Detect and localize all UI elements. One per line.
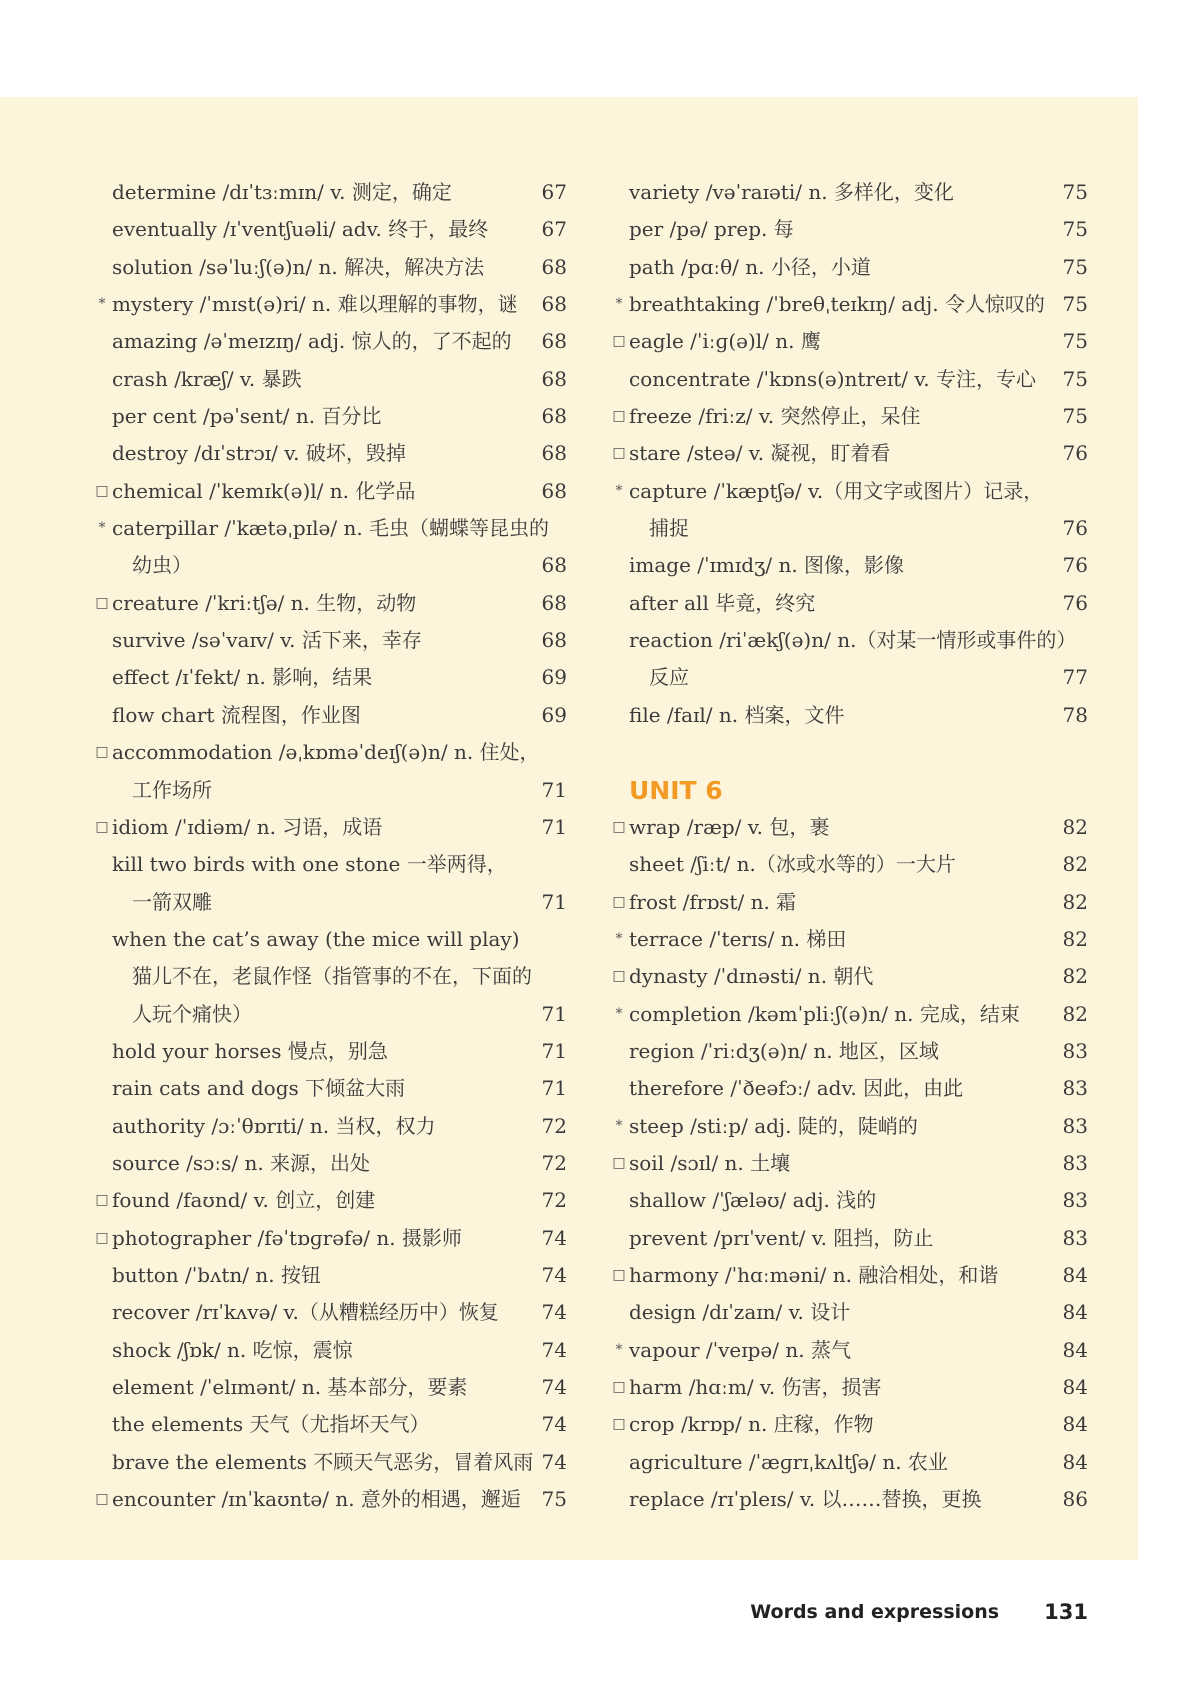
entry-page-number: 68	[541, 590, 567, 615]
glossary-entry	[95, 585, 567, 622]
entry-page-number: 82	[1062, 852, 1088, 877]
entry-page-number: 68	[541, 329, 567, 354]
entry-page-number: 68	[541, 366, 567, 391]
asterisk-marker-icon: *	[615, 930, 623, 947]
entry-text: breathtaking /ˈbreθˌteɪkɪŋ/ adj. 令人惊叹的	[629, 292, 1045, 317]
asterisk-marker-icon: *	[615, 296, 623, 313]
square-marker-icon: □	[612, 333, 626, 350]
entry-text: rain cats and dogs 下倾盆大雨	[112, 1076, 406, 1101]
entry-page-number: 68	[541, 254, 567, 279]
entry-page-number: 72	[541, 1150, 567, 1175]
entry-text: per cent /pəˈsent/ n. 百分比	[112, 404, 382, 429]
glossary-entry	[98, 510, 567, 547]
entry-page-number: 75	[541, 1487, 567, 1512]
entry-text: per /pə/ prep. 每	[629, 217, 794, 242]
glossary-entry	[612, 884, 1088, 921]
glossary-entry-continuation	[112, 772, 567, 809]
glossary-entry	[612, 1145, 1088, 1182]
entry-text: source /sɔːs/ n. 来源，出处	[112, 1150, 371, 1175]
glossary-entry	[629, 585, 1088, 622]
entry-text: brave the elements 不顾天气恶劣，冒着风雨	[112, 1449, 534, 1474]
asterisk-marker-icon: *	[98, 520, 106, 537]
entry-text: element /ˈelɪmənt/ n. 基本部分，要素	[112, 1375, 468, 1399]
glossary-entry	[629, 174, 1088, 211]
entry-text: after all 毕竟，终究	[629, 590, 816, 615]
entry-text: 猫儿不在，老鼠作怪（指管事的不在，下面的	[132, 964, 532, 989]
glossary-entry	[629, 249, 1088, 286]
entry-text: 捕捉	[649, 516, 689, 541]
square-marker-icon: □	[95, 594, 109, 611]
asterisk-marker-icon: *	[615, 1341, 623, 1358]
glossary-entry	[612, 809, 1088, 846]
glossary-entry	[615, 1332, 1088, 1369]
square-marker-icon: □	[95, 744, 109, 761]
entry-page-number: 84	[1062, 1300, 1088, 1325]
glossary-entry	[112, 174, 567, 211]
glossary-entry	[629, 1182, 1088, 1219]
square-marker-icon: □	[95, 482, 109, 499]
entry-page-number: 69	[541, 702, 567, 727]
entry-page-number: 69	[541, 665, 567, 690]
entry-text: path /pɑːθ/ n. 小径，小道	[629, 254, 871, 279]
entry-text: found /faʊnd/ v. 创立，创建	[112, 1188, 376, 1213]
square-marker-icon: □	[612, 1266, 626, 1283]
entry-text: 一箭双雕	[132, 889, 212, 914]
glossary-entry	[615, 1108, 1088, 1145]
entry-page-number: 68	[541, 441, 567, 466]
glossary-entry	[629, 361, 1088, 398]
entry-page-number: 71	[541, 1038, 567, 1063]
entry-text: mystery /ˈmɪst(ə)ri/ n. 难以理解的事物，谜	[112, 292, 518, 317]
entry-text: eagle /ˈiːɡ(ə)l/ n. 鹰	[629, 329, 821, 354]
square-marker-icon: □	[95, 1491, 109, 1508]
glossary-entry	[612, 1369, 1088, 1406]
entry-page-number: 76	[1062, 553, 1088, 578]
square-marker-icon: □	[95, 818, 109, 835]
entry-text: survive /səˈvaɪv/ v. 活下来，幸存	[112, 628, 422, 653]
glossary-entry-continuation	[112, 884, 567, 921]
entry-text: reaction /riˈækʃ(ə)n/ n.（对某一情形或事件的）	[629, 628, 1077, 653]
entry-text: completion /kəmˈpliːʃ(ə)n/ n. 完成，结束	[629, 1001, 1020, 1026]
glossary-entry	[629, 622, 1088, 659]
entry-page-number: 78	[1062, 702, 1088, 727]
glossary-entry	[112, 1406, 567, 1443]
entry-page-number: 71	[541, 814, 567, 839]
entry-page-number: 74	[541, 1262, 567, 1287]
glossary-entry	[95, 1220, 567, 1257]
entry-page-number: 82	[1062, 1001, 1088, 1026]
entry-text: region /ˈriːdʒ(ə)n/ n. 地区，区域	[629, 1038, 939, 1063]
asterisk-marker-icon: *	[615, 1005, 623, 1022]
entry-text: therefore /ˈðeəfɔː/ adv. 因此，由此	[629, 1076, 964, 1101]
glossary-entry	[612, 958, 1088, 995]
entry-text: file /faɪl/ n. 档案，文件	[629, 702, 845, 727]
glossary-entry	[612, 398, 1088, 435]
entry-text: hold your horses 慢点，别急	[112, 1038, 388, 1063]
glossary-entry	[112, 1294, 567, 1331]
glossary-entry	[112, 435, 567, 472]
glossary-entry	[112, 659, 567, 696]
entry-text: crash /kræʃ/ v. 暴跌	[112, 366, 302, 391]
spacer-row	[629, 734, 1088, 771]
entry-page-number: 84	[1062, 1412, 1088, 1437]
glossary-entry	[95, 473, 567, 510]
glossary-entry-continuation	[629, 510, 1088, 547]
asterisk-marker-icon: *	[615, 482, 623, 499]
entry-text: authority /ɔːˈθɒrɪti/ n. 当权，权力	[112, 1113, 436, 1138]
entry-text: harm /hɑːm/ v. 伤害，损害	[629, 1375, 882, 1399]
entry-text: 人玩个痛快）	[132, 1001, 252, 1026]
entry-page-number: 82	[1062, 964, 1088, 989]
entry-text: 反应	[649, 665, 689, 690]
entry-text: image /ˈɪmɪdʒ/ n. 图像，影像	[629, 553, 905, 578]
square-marker-icon: □	[612, 818, 626, 835]
entry-page-number: 83	[1062, 1150, 1088, 1175]
glossary-entry	[615, 286, 1088, 323]
entry-text: crop /krɒp/ n. 庄稼，作物	[629, 1412, 874, 1437]
entry-page-number: 83	[1062, 1038, 1088, 1063]
entry-text: variety /vəˈraɪəti/ n. 多样化，变化	[629, 180, 954, 204]
glossary-entry	[112, 1257, 567, 1294]
glossary-entry	[629, 1481, 1088, 1518]
entry-page-number: 82	[1062, 889, 1088, 914]
glossary-entry	[112, 697, 567, 734]
glossary-entry	[112, 211, 567, 248]
square-marker-icon: □	[612, 968, 626, 985]
entry-text: destroy /dɪˈstrɔɪ/ v. 破坏，毁掉	[112, 441, 406, 466]
entry-text: shock /ʃɒk/ n. 吃惊，震惊	[112, 1337, 353, 1362]
entry-text: kill two birds with one stone 一举两得，	[112, 852, 507, 877]
entry-page-number: 72	[541, 1188, 567, 1213]
glossary-entry	[629, 1220, 1088, 1257]
glossary-entry	[112, 1070, 567, 1107]
entry-page-number: 75	[1062, 254, 1088, 279]
square-marker-icon: □	[612, 1154, 626, 1171]
entry-page-number: 68	[541, 292, 567, 317]
glossary-entry	[112, 398, 567, 435]
entry-page-number: 67	[541, 217, 567, 242]
glossary-entry-continuation	[112, 958, 567, 995]
entry-page-number: 76	[1062, 441, 1088, 466]
entry-text: sheet /ʃiːt/ n.（冰或水等的）一大片	[629, 852, 956, 877]
glossary-entry	[95, 1182, 567, 1219]
entry-page-number: 84	[1062, 1337, 1088, 1362]
glossary-entry	[629, 846, 1088, 883]
glossary-entry	[98, 286, 567, 323]
entry-page-number: 83	[1062, 1225, 1088, 1250]
glossary-entry	[112, 921, 567, 958]
entry-text: steep /stiːp/ adj. 陡的，陡峭的	[629, 1113, 918, 1138]
entry-page-number: 68	[541, 628, 567, 653]
square-marker-icon: □	[612, 1416, 626, 1433]
entry-text: amazing /əˈmeɪzɪŋ/ adj. 惊人的，了不起的	[112, 329, 512, 354]
entry-page-number: 84	[1062, 1262, 1088, 1287]
glossary-entry	[112, 1033, 567, 1070]
entry-page-number: 71	[541, 889, 567, 914]
glossary-entry	[112, 323, 567, 360]
glossary-entry	[629, 547, 1088, 584]
entry-text: harmony /ˈhɑːməni/ n. 融洽相处，和谐	[629, 1262, 999, 1287]
glossary-entry	[629, 211, 1088, 248]
entry-text: solution /səˈluːʃ(ə)n/ n. 解决，解决方法	[112, 254, 485, 279]
entry-text: shallow /ˈʃæləʊ/ adj. 浅的	[629, 1188, 877, 1213]
glossary-left-column	[95, 174, 567, 1518]
square-marker-icon: □	[612, 408, 626, 425]
glossary-entry	[612, 323, 1088, 360]
entry-text: idiom /ˈɪdiəm/ n. 习语，成语	[112, 814, 383, 839]
glossary-entry	[112, 1369, 567, 1406]
entry-page-number: 82	[1062, 814, 1088, 839]
glossary-entry	[95, 809, 567, 846]
glossary-entry	[95, 734, 567, 771]
entry-text: accommodation /əˌkɒməˈdeɪʃ(ə)n/ n. 住处，	[112, 740, 540, 765]
glossary-entry	[112, 846, 567, 883]
square-marker-icon: □	[95, 1192, 109, 1209]
entry-text: 工作场所	[132, 777, 212, 802]
entry-page-number: 68	[541, 404, 567, 429]
entry-page-number: 75	[1062, 404, 1088, 429]
entry-text: 幼虫）	[132, 553, 192, 578]
entry-text: terrace /ˈterɪs/ n. 梯田	[629, 926, 847, 951]
glossary-entry	[612, 1406, 1088, 1443]
entry-text: frost /frɒst/ n. 霜	[629, 889, 797, 914]
entry-page-number: 86	[1062, 1487, 1088, 1512]
glossary-entry	[629, 1444, 1088, 1481]
entry-text: wrap /ræp/ v. 包，裹	[629, 814, 830, 839]
glossary-entry	[629, 697, 1088, 734]
glossary-entry	[615, 473, 1088, 510]
entry-page-number: 77	[1062, 665, 1088, 690]
entry-page-number: 71	[541, 1001, 567, 1026]
entry-text: freeze /friːz/ v. 突然停止，呆住	[629, 404, 921, 429]
entry-page-number: 74	[541, 1300, 567, 1325]
entry-page-number: 74	[541, 1412, 567, 1437]
entry-page-number: 83	[1062, 1188, 1088, 1213]
glossary-right-column	[612, 174, 1088, 1518]
entry-text: caterpillar /ˈkætəˌpɪlə/ n. 毛虫（蝴蝶等昆虫的	[112, 516, 550, 541]
entry-page-number: 72	[541, 1113, 567, 1138]
entry-page-number: 67	[541, 180, 567, 204]
entry-page-number: 75	[1062, 292, 1088, 317]
asterisk-marker-icon: *	[98, 296, 106, 313]
footer-section-title: Words and expressions	[750, 1601, 1000, 1623]
asterisk-marker-icon: *	[615, 1117, 623, 1134]
glossary-entry	[112, 1108, 567, 1145]
entry-page-number: 74	[541, 1375, 567, 1399]
entry-page-number: 75	[1062, 366, 1088, 391]
entry-text: determine /dɪˈtɜːmɪn/ v. 测定，确定	[112, 180, 452, 204]
glossary-entry	[112, 249, 567, 286]
glossary-entry	[112, 1332, 567, 1369]
entry-text: the elements 天气（尤指坏天气）	[112, 1412, 430, 1437]
entry-text: prevent /prɪˈvent/ v. 阻挡，防止	[629, 1225, 934, 1250]
glossary-entry-continuation	[112, 547, 567, 584]
entry-text: design /dɪˈzaɪn/ v. 设计	[629, 1300, 851, 1325]
glossary-entry	[629, 1294, 1088, 1331]
entry-text: concentrate /ˈkɒns(ə)ntreɪt/ v. 专注，专心	[629, 366, 1037, 391]
glossary-entry-continuation	[629, 659, 1088, 696]
entry-text: replace /rɪˈpleɪs/ v. 以……替换，更换	[629, 1487, 982, 1512]
glossary-entry	[95, 1481, 567, 1518]
glossary-entry	[112, 622, 567, 659]
entry-text: dynasty /ˈdɪnəsti/ n. 朝代	[629, 964, 874, 989]
glossary-entry	[615, 921, 1088, 958]
entry-page-number: 74	[541, 1225, 567, 1250]
glossary-entry	[629, 1033, 1088, 1070]
glossary-entry	[629, 1070, 1088, 1107]
entry-page-number: 71	[541, 777, 567, 802]
entry-text: stare /steə/ v. 凝视，盯着看	[629, 441, 891, 466]
entry-page-number: 74	[541, 1449, 567, 1474]
entry-text: agriculture /ˈæɡrɪˌkʌltʃə/ n. 农业	[629, 1449, 948, 1474]
entry-text: when the cat’s away (the mice will play)	[112, 926, 520, 951]
glossary-entry	[612, 435, 1088, 472]
entry-page-number: 83	[1062, 1076, 1088, 1101]
entry-page-number: 84	[1062, 1449, 1088, 1474]
square-marker-icon: □	[612, 445, 626, 462]
glossary-entry	[112, 361, 567, 398]
entry-text: chemical /ˈkemɪk(ə)l/ n. 化学品	[112, 478, 416, 503]
page-footer	[0, 1600, 1088, 1624]
entry-page-number: 82	[1062, 926, 1088, 951]
entry-text: creature /ˈkriːtʃə/ n. 生物，动物	[112, 590, 417, 615]
entry-text: encounter /ɪnˈkaʊntə/ n. 意外的相遇，邂逅	[112, 1487, 521, 1512]
entry-text: photographer /fəˈtɒɡrəfə/ n. 摄影师	[112, 1225, 462, 1250]
entry-text: effect /ɪˈfekt/ n. 影响，结果	[112, 665, 373, 690]
entry-text: capture /ˈkæptʃə/ v.（用文字或图片）记录，	[629, 478, 1044, 503]
entry-page-number: 75	[1062, 180, 1088, 204]
entry-page-number: 68	[541, 553, 567, 578]
glossary-entry	[112, 1444, 567, 1481]
entry-text: flow chart 流程图，作业图	[112, 702, 361, 727]
square-marker-icon: □	[612, 893, 626, 910]
entry-page-number: 75	[1062, 217, 1088, 242]
glossary-entry	[112, 1145, 567, 1182]
entry-text: soil /sɔɪl/ n. 土壤	[629, 1150, 791, 1175]
entry-page-number: 84	[1062, 1375, 1088, 1399]
entry-page-number: 83	[1062, 1113, 1088, 1138]
entry-text: vapour /ˈveɪpə/ n. 蒸气	[629, 1337, 851, 1362]
entry-page-number: 76	[1062, 516, 1088, 541]
unit-heading: UNIT 6	[629, 775, 723, 805]
glossary-entry-continuation	[112, 996, 567, 1033]
entry-text: button /ˈbʌtn/ n. 按钮	[112, 1262, 321, 1287]
square-marker-icon: □	[95, 1229, 109, 1246]
entry-page-number: 76	[1062, 590, 1088, 615]
entry-page-number: 68	[541, 478, 567, 503]
glossary-entry	[612, 1257, 1088, 1294]
entry-page-number: 71	[541, 1076, 567, 1101]
glossary-entry	[615, 996, 1088, 1033]
entry-text: eventually /ɪˈventʃuəli/ adv. 终于，最终	[112, 217, 489, 242]
entry-text: recover /rɪˈkʌvə/ v.（从糟糕经历中）恢复	[112, 1300, 499, 1325]
entry-page-number: 75	[1062, 329, 1088, 354]
entry-page-number: 74	[541, 1337, 567, 1362]
footer-page-number: 131	[1044, 1600, 1088, 1624]
square-marker-icon: □	[612, 1379, 626, 1395]
